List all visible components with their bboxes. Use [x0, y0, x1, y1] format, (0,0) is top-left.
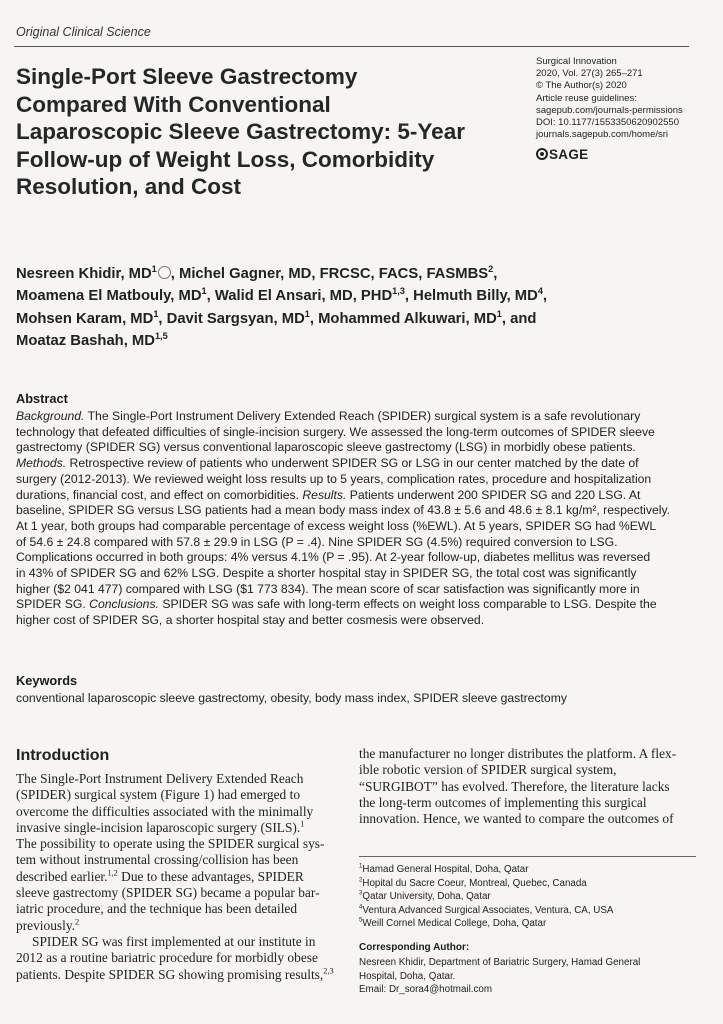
- affiliation-ref: 1: [201, 286, 207, 297]
- affiliation-ref: 4: [537, 286, 543, 297]
- body-line: [16, 869, 340, 885]
- affiliation-text: Hamad General Hospital, Doha, Qatar: [362, 864, 529, 875]
- author-name: , Michel Gagner, MD, FRCSC, FACS, FASMBS: [170, 266, 489, 282]
- author-name: Moataz Bashah, MD: [16, 333, 155, 350]
- abstract-line: [16, 456, 706, 472]
- abstract-subhead: Background.: [16, 409, 85, 423]
- body-line: tem without instrumental crossing/collision has been: [16, 852, 299, 868]
- abstract-text: SPIDER SG.: [16, 597, 86, 612]
- abstract-line: technology that defeated difficulties of single-incision surgery. We assessed the long-term outcomes of SPIDER sleeve: [16, 424, 655, 439]
- title-line: Follow-up of Weight Loss, Comorbidity: [16, 146, 435, 172]
- abstract-line: Complications occurred in both groups: 4% versus 4.1% (P = .95). At 2-year follow-up, diabetes mellitus was reversed: [16, 550, 651, 565]
- title-line: Compared With Conventional: [16, 91, 331, 117]
- body-line: iatric procedure, and the technique has been detailed: [16, 901, 298, 917]
- author-list: [16, 263, 696, 353]
- abstract-line: higher ($2 041 477) compared with LSG ($1 773 834). The mean score of scar satisfaction was significantly more in: [16, 581, 640, 596]
- title-line: Laparoscopic Sleeve Gastrectomy: 5-Year: [16, 119, 465, 144]
- affiliation-ref: 1,5: [154, 331, 168, 342]
- abstract-line: of 54.6 ± 24.8 compared with 57.8 ± 29.9 in LSG (P = .4). Nine SPIDER SG (4.5%) required conversion to LSG.: [16, 534, 618, 549]
- author-line: [16, 330, 696, 352]
- abstract-subhead: Results.: [302, 487, 347, 502]
- body-line: sleeve gastrectomy (SPIDER SG) became a popular bar-: [16, 885, 320, 901]
- affiliation-text: Ventura Advanced Surgical Associates, Ventura, CA, USA: [362, 904, 614, 916]
- author-name: , Mohammed Alkuwari, MD: [309, 310, 497, 327]
- author-line: [16, 308, 696, 330]
- body-line: (SPIDER) surgical system (Figure 1) had emerged to: [16, 787, 301, 803]
- publisher-name: SAGE: [549, 147, 589, 162]
- affiliation-item: [359, 904, 613, 918]
- author-name: , Davit Sargsyan, MD: [158, 310, 305, 327]
- affiliation-ref: 2: [488, 264, 494, 275]
- affiliation-text: Hopital du Sacre Coeur, Montreal, Quebec, Canada: [362, 877, 587, 889]
- abstract-line: [16, 409, 706, 425]
- affiliation-number: 1: [359, 863, 363, 870]
- affiliation-ref: 1: [304, 308, 310, 319]
- body-text: SPIDER SG was first implemented at our institute in: [32, 933, 316, 949]
- citation-ref[interactable]: 2,3: [323, 966, 334, 976]
- introduction-heading: Introduction: [16, 747, 110, 764]
- citation-ref[interactable]: 1,2: [107, 868, 118, 878]
- body-text: patients. Despite SPIDER SG showing promising results,: [16, 966, 324, 982]
- body-text: described earlier.: [16, 868, 108, 884]
- affiliation-ref: 1: [151, 264, 157, 275]
- section-label: Original Clinical Science: [16, 25, 151, 39]
- doi[interactable]: DOI: 10.1177/1553350620902550: [536, 117, 679, 129]
- affiliation-item: [359, 863, 613, 877]
- permissions-link[interactable]: sagepub.com/journals-permissions: [536, 104, 683, 116]
- body-line: [16, 967, 340, 983]
- author-name: , Helmuth Billy, MD: [404, 288, 538, 305]
- body-line: 2012 as a routine bariatric procedure for morbidly obese: [16, 950, 318, 966]
- abstract-line: At 1 year, both groups had comparable percentage of excess weight loss (%EWL). At 5 years, SPIDER SG had %EWL: [16, 518, 657, 533]
- body-line: the long-term outcomes of implementing this surgical: [359, 794, 647, 810]
- keywords-heading: Keywords: [16, 673, 78, 688]
- author-name: Moamena El Matbouly, MD: [16, 288, 202, 305]
- introduction-left-column: [16, 771, 340, 983]
- abstract-line: [16, 488, 706, 504]
- orcid-icon[interactable]: [158, 266, 171, 279]
- author-name: Mohsen Karam, MD: [16, 310, 154, 327]
- affiliation-item: [359, 917, 613, 931]
- introduction-right-column: [359, 746, 695, 827]
- affiliation-item: [359, 877, 613, 891]
- sage-logo-icon: [536, 148, 548, 160]
- title-line: Resolution, and Cost: [16, 174, 241, 199]
- corresponding-line: Nesreen Khidir, Department of Bariatric Surgery, Hamad General: [359, 957, 641, 968]
- journal-name: Surgical Innovation: [536, 56, 617, 67]
- citation-ref[interactable]: 2: [75, 917, 80, 927]
- abstract-line: surgery (2012-2013). We reviewed weight loss results up to 5 years, complication rates, procedure and hospitalization: [16, 471, 652, 486]
- abstract-line: higher cost of SPIDER SG, a shorter hospital stay and better cosmesis were observed.: [16, 613, 485, 628]
- affiliation-item: [359, 890, 613, 904]
- body-line: [16, 934, 340, 950]
- affiliation-number: 3: [359, 890, 363, 897]
- affiliation-text: Qatar University, Doha, Qatar: [362, 891, 491, 902]
- separator: ,: [542, 288, 548, 305]
- journal-home-link[interactable]: journals.sagepub.com/home/sri: [536, 129, 669, 141]
- body-line: The possibility to operate using the SPIDER surgical sys-: [16, 836, 325, 852]
- corresponding-author-heading: Corresponding Author:: [359, 942, 470, 953]
- abstract-text: Patients underwent 200 SPIDER SG and 220 LSG. At: [346, 487, 641, 502]
- corresponding-email[interactable]: Email: Dr_sora4@hotmail.com: [359, 984, 492, 995]
- body-text: invasive single-incision laparoscopic surgery (SILS).: [16, 819, 301, 835]
- affiliation-ref: 1: [153, 308, 159, 319]
- separator: ,: [493, 266, 498, 282]
- abstract-body: [16, 409, 706, 629]
- citation-ref[interactable]: 1: [300, 819, 305, 829]
- abstract-line: baseline, SPIDER SG versus LSG patients had a mean body mass index of 43.8 ± 5.6 and 48.6 ± 8.1 kg/m², respectively.: [16, 503, 671, 518]
- affiliation-number: 5: [359, 917, 363, 924]
- author-line: [16, 263, 696, 285]
- abstract-heading: Abstract: [16, 391, 68, 406]
- corresponding-author: [359, 956, 640, 997]
- journal-meta: [536, 56, 716, 141]
- abstract-text: durations, financial cost, and effect on comorbidities.: [16, 487, 299, 502]
- abstract-line: [16, 597, 706, 613]
- body-text: Due to these advantages, SPIDER: [117, 868, 304, 884]
- body-line: innovation. Hence, we wanted to compare the outcomes of: [359, 811, 674, 827]
- abstract-text: Retrospective review of patients who underwent SPIDER SG or LSG in our center matched by the date of: [66, 456, 639, 471]
- affiliation-text: Weill Cornel Medical College, Doha, Qatar: [362, 918, 547, 929]
- affiliation-ref: 1: [496, 308, 502, 319]
- body-line: overcome the difficulties associated with the minimally: [16, 803, 314, 819]
- author-name: , Walid El Ansari, MD, PHD: [206, 288, 393, 305]
- corresponding-line: Hospital, Doha, Qatar.: [359, 970, 456, 982]
- abstract-text: The Single-Port Instrument Delivery Extended Reach (SPIDER) surgical system is a safe revolutionary: [84, 409, 641, 423]
- author-line: [16, 285, 696, 307]
- journal-volume: 2020, Vol. 27(3) 265–271: [536, 68, 643, 80]
- body-line: The Single-Port Instrument Delivery Extended Reach: [16, 771, 304, 786]
- reuse-guidelines: Article reuse guidelines:: [536, 92, 637, 104]
- abstract-line: in 43% of SPIDER SG and 62% LSG. Despite a shorter hospital stay in SPIDER SG, the total cost was significantly: [16, 566, 637, 581]
- affiliation-number: 4: [359, 904, 363, 911]
- body-line: the manufacturer no longer distributes the platform. A flex-: [359, 746, 677, 761]
- copyright: © The Author(s) 2020: [536, 80, 627, 92]
- publisher-logo: [536, 147, 588, 162]
- title-line: Single-Port Sleeve Gastrectomy: [16, 64, 358, 89]
- article-title: [16, 63, 526, 201]
- affiliation-number: 2: [359, 877, 363, 884]
- separator: , and: [501, 310, 537, 327]
- abstract-text: SPIDER SG was safe with long-term effects on weight loss comparable to LSG. Despite the: [158, 597, 657, 612]
- abstract-subhead: Conclusions.: [89, 597, 159, 612]
- abstract-line: gastrectomy (SPIDER SG) versus conventional laparoscopic sleeve gastrectomy (LSG) in morbidly obese patients.: [16, 440, 636, 455]
- footnote-rule: [359, 856, 696, 857]
- body-line: ible robotic version of SPIDER surgical system,: [359, 762, 617, 778]
- keywords-text: conventional laparoscopic sleeve gastrectomy, obesity, body mass index, SPIDER sleeve gastrectomy: [16, 691, 567, 705]
- body-line: [16, 918, 340, 934]
- header-rule: [14, 46, 689, 47]
- abstract-subhead: Methods.: [16, 456, 67, 471]
- affiliation-ref: 1,3: [392, 286, 405, 297]
- affiliations: [359, 863, 613, 931]
- body-line: [16, 820, 340, 836]
- author-name: Nesreen Khidir, MD: [16, 266, 152, 282]
- body-line: “SURGIBOT” has evolved. Therefore, the literature lacks: [359, 778, 670, 794]
- body-text: previously.: [16, 917, 76, 933]
